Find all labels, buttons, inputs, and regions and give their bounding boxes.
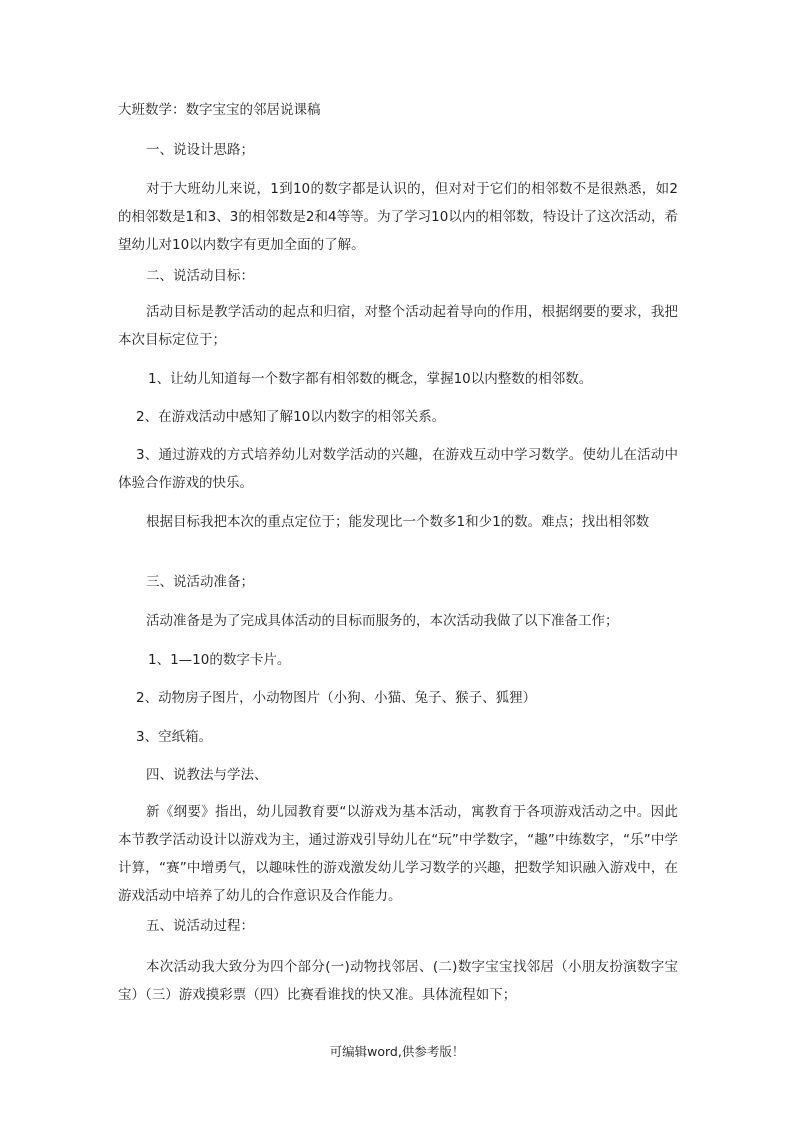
goal-item-2: 2、在游戏活动中感知了解10以内数字的相邻关系。 (136, 409, 446, 425)
section-heading-process: 五、说活动过程： (146, 918, 254, 934)
preparation-item-2: 2、动物房子图片，小动物图片（小狗、小猫、兔子、猴子、狐狸） (136, 690, 537, 706)
section-heading-methods: 四、说教法与学法、 (146, 767, 268, 783)
section-heading-goals: 二、说活动目标： (146, 268, 254, 284)
goal-item-3: 3、通过游戏的方式培养幼儿对数学活动的兴趣，在游戏互动中学习数学。使幼儿在活动中体验合作游戏的快乐。 (118, 447, 678, 491)
paragraph-goals-intro: 活动目标是教学活动的起点和归宿，对整个活动起着导向的作用，根据纲要的要求，我把本次目标定位于； (118, 304, 678, 348)
paragraph-design: 对于大班幼儿来说，1到10的数字都是认识的，但对对于它们的相邻数不是很熟悉，如2的相邻数是1和3、3的相邻数是2和4等等。为了学习10以内的相邻数，特设计了这次活动，希望幼儿对10以内数字有更加全面的了解。 (118, 181, 678, 253)
section-heading-design: 一、说设计思路； (146, 142, 254, 158)
paragraph-key-points: 根据目标我把本次的重点定位于；能发现比一个数多1和少1的数。难点；找出相邻数 (146, 514, 650, 530)
document-title: 大班数学：数字宝宝的邻居说课稿 (118, 102, 321, 118)
section-heading-preparation: 三、说活动准备； (146, 574, 254, 590)
paragraph-process: 本次活动我大致分为四个部分(一)动物找邻居、(二)数字宝宝找邻居（小朋友扮演数字宝宝）（三）游戏摸彩票（四）比赛看谁找的快又准。具体流程如下； (118, 959, 678, 1003)
preparation-item-1: 1、1—10的数字卡片。 (148, 652, 291, 668)
preparation-item-3: 3、空纸箱。 (136, 729, 213, 745)
paragraph-preparation: 活动准备是为了完成具体活动的目标而服务的，本次活动我做了以下准备工作； (146, 613, 619, 629)
paragraph-methods: 新《纲要》指出，幼儿园教育要“以游戏为基本活动，寓教育于各项游戏活动之中。因此本节教学活动设计以游戏为主，通过游戏引导幼儿在“玩”中学数字，“趣”中练数字，“乐”中学计算，“赛”中增勇气，以趣味性的游戏激发幼儿学习数学的兴趣，把数学知识融入游戏中，在游戏活动中培养了幼儿的合作意识及合作能力。 (118, 804, 678, 904)
goal-item-1: 1、让幼儿知道每一个数字都有相邻数的概念，掌握10以内整数的相邻数。 (148, 371, 593, 387)
page-footer: 可编辑word,供参考版！ (329, 1044, 465, 1059)
